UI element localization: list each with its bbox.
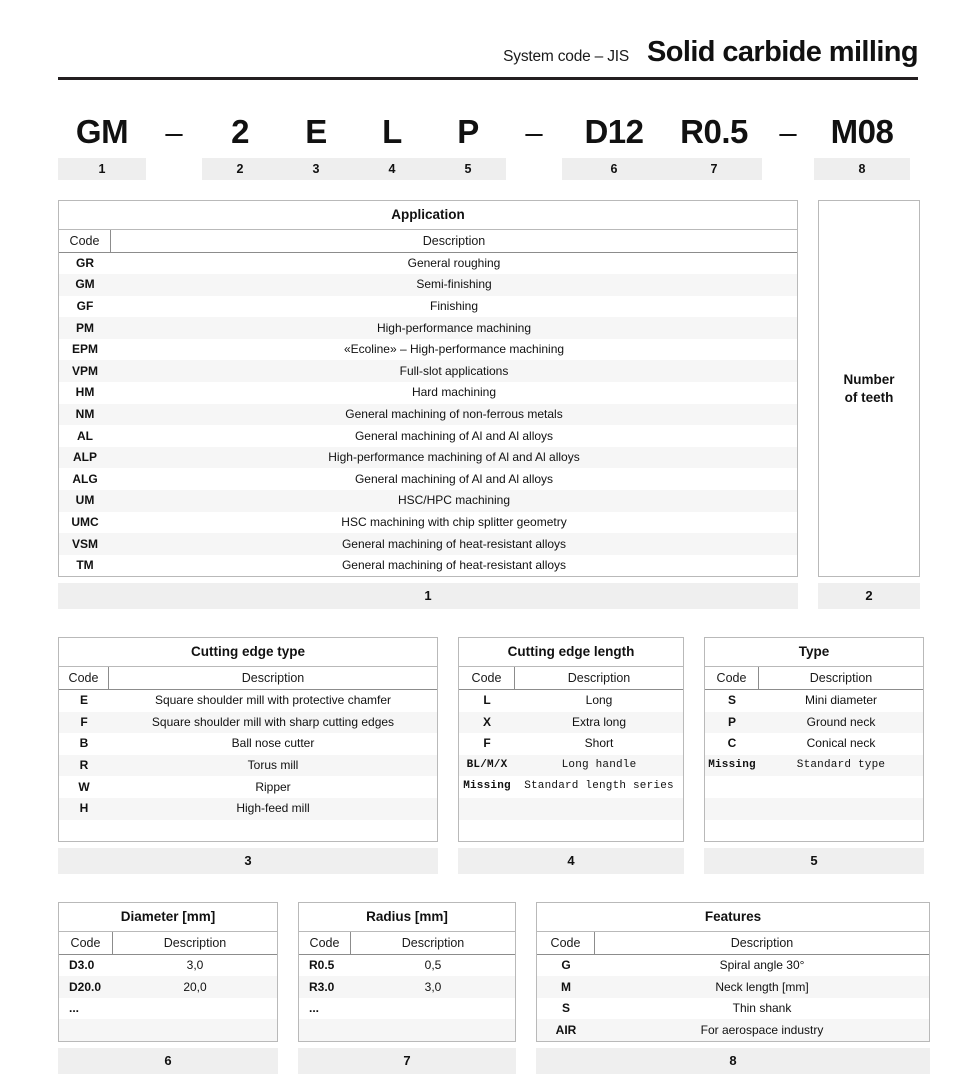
cutting-edge-type-body [59, 690, 437, 841]
row-code: D20.0 [69, 979, 102, 994]
row-description: Square shoulder mill with sharp cutting edges [151, 714, 395, 729]
cutting-edge-length-panel [458, 637, 684, 874]
table-row [459, 733, 683, 755]
row-description: 3,0 [186, 957, 204, 972]
row-code: EPM [71, 342, 98, 357]
row-code: F [483, 736, 491, 751]
row-code: E [79, 693, 88, 708]
diameter-panel [58, 902, 278, 1074]
code-segment-3: E [305, 113, 327, 150]
application-footer-index: 1 [58, 583, 798, 609]
table-row [59, 776, 437, 798]
row-description: Standard length series [524, 780, 674, 793]
row-description: Standard type [796, 758, 886, 771]
code-segment-4: L [382, 113, 402, 150]
column-header-code: Code [459, 667, 515, 689]
cutting-edge-type-title: Cutting edge type [59, 638, 437, 667]
table-row [59, 533, 797, 555]
column-header-code: Code [59, 230, 111, 252]
row-code: B [79, 736, 89, 751]
row-code: ALG [72, 471, 98, 486]
code-index-6: 6 [562, 158, 666, 180]
row-code: AIR [555, 1022, 577, 1037]
radius-header [299, 932, 515, 955]
row-code: UMC [71, 514, 99, 529]
section-edge-and-type [58, 637, 930, 874]
table-row-filler [299, 1019, 515, 1041]
radius-table [298, 902, 516, 1042]
features-table [536, 902, 930, 1042]
row-code: R [79, 758, 89, 773]
table-row [299, 976, 515, 998]
code-segment-1: GM [75, 113, 129, 150]
row-description: 0,5 [424, 957, 442, 972]
row-code: VPM [71, 363, 98, 378]
page-header [0, 0, 980, 69]
row-description: High-performance machining of Al and Al alloys [328, 450, 580, 465]
row-code: F [80, 714, 88, 729]
table-row [59, 755, 437, 777]
type-table [704, 637, 924, 842]
row-description: Torus mill [247, 758, 299, 773]
row-description: Semi-finishing [416, 277, 492, 292]
table-row [59, 339, 797, 361]
application-panel [58, 200, 798, 609]
application-table-header [59, 230, 797, 253]
row-code: X [482, 714, 491, 729]
header-subtitle: System code – JIS [503, 48, 629, 65]
row-code: PM [76, 320, 94, 335]
row-code: NM [75, 406, 95, 421]
column-header-description: Description [809, 670, 873, 685]
row-code: S [727, 693, 736, 708]
row-code: S [561, 1001, 570, 1016]
row-description: General machining of Al and Al alloys [354, 428, 554, 443]
table-row [459, 690, 683, 712]
number-of-teeth-footer-index: 2 [818, 583, 920, 609]
row-code: BL/M/X [466, 758, 508, 771]
radius-title: Radius [mm] [299, 903, 515, 932]
table-row [537, 1019, 929, 1041]
table-row [59, 512, 797, 534]
column-header-code: Code [705, 667, 759, 689]
table-row [299, 998, 515, 1020]
row-code: GF [76, 299, 94, 313]
table-row [59, 555, 797, 577]
column-header-code: Code [537, 932, 595, 954]
row-description: Square shoulder mill with protective chamfer [154, 693, 392, 708]
code-segment-2: 2 [231, 113, 249, 150]
row-code: ... [69, 1001, 80, 1016]
table-row [59, 955, 277, 977]
radius-footer-index: 7 [298, 1048, 516, 1074]
row-description [351, 1007, 515, 1011]
table-row [705, 755, 923, 777]
column-header-code: Code [59, 932, 113, 954]
table-row-filler [59, 1019, 277, 1041]
code-segment-5: P [457, 113, 479, 150]
number-of-teeth-panel [818, 200, 920, 609]
row-description: High-performance machining [376, 320, 532, 335]
row-code: R3.0 [309, 979, 335, 994]
row-description: General machining of Al and Al alloys [354, 471, 554, 486]
table-row [59, 425, 797, 447]
code-segment-8: M08 [830, 113, 894, 150]
features-body [537, 955, 929, 1041]
row-description: «Ecoline» – High-performance machining [343, 342, 565, 357]
row-description: Ground neck [806, 714, 876, 729]
system-code-index-row [58, 158, 930, 180]
code-separator-1: – [165, 115, 183, 150]
table-row [537, 976, 929, 998]
system-code-strip [0, 102, 980, 180]
row-description: Full-slot applications [399, 363, 509, 378]
row-description: For aerospace industry [700, 1022, 824, 1037]
row-code: GM [75, 277, 95, 292]
number-of-teeth-label-line1: Number [843, 372, 895, 388]
type-header [705, 667, 923, 690]
section-application [58, 200, 930, 609]
table-row [459, 755, 683, 777]
code-index-gap-1 [146, 158, 202, 180]
row-description: General machining of non-ferrous metals [345, 406, 563, 421]
row-description: HSC/HPC machining [397, 493, 511, 508]
row-description: Ripper [255, 779, 291, 794]
row-code: W [78, 779, 90, 794]
row-code: ... [309, 1001, 320, 1016]
column-header-description: Description [730, 935, 794, 950]
cutting-edge-type-header [59, 667, 437, 690]
code-index-5: 5 [430, 158, 506, 180]
code-index-3: 3 [278, 158, 354, 180]
table-row [459, 776, 683, 798]
row-code: TM [76, 558, 94, 573]
table-row [459, 712, 683, 734]
row-code: P [727, 714, 736, 729]
column-header-description: Description [163, 935, 227, 950]
cutting-edge-type-footer-index: 3 [58, 848, 438, 874]
row-code: M [561, 979, 571, 994]
row-code: ALP [73, 450, 97, 465]
section-dimensions-and-features [58, 902, 930, 1074]
row-description: Mini diameter [804, 693, 878, 708]
table-row [299, 955, 515, 977]
column-header-description: Description [567, 670, 631, 685]
features-title: Features [537, 903, 929, 932]
table-row [59, 360, 797, 382]
page-title: Solid carbide milling [647, 36, 918, 68]
row-description: Finishing [429, 299, 479, 313]
diameter-table [58, 902, 278, 1042]
code-segment-7: R0.5 [680, 113, 748, 150]
features-header [537, 932, 929, 955]
diameter-title: Diameter [mm] [59, 903, 277, 932]
column-header-code: Code [59, 667, 109, 689]
row-code: L [483, 693, 491, 708]
type-body [705, 690, 923, 841]
table-row-filler [705, 820, 923, 842]
features-footer-index: 8 [536, 1048, 930, 1074]
code-index-gap-2 [506, 158, 562, 180]
table-row [59, 733, 437, 755]
cutting-edge-length-table [458, 637, 684, 842]
row-description: HSC machining with chip splitter geometry [341, 514, 567, 529]
row-code: HM [75, 385, 95, 400]
application-table-body [59, 253, 797, 577]
table-row-filler [459, 798, 683, 820]
row-description: General machining of heat-resistant alloys [341, 536, 567, 551]
table-row [59, 712, 437, 734]
code-index-7: 7 [666, 158, 762, 180]
code-index-8: 8 [814, 158, 910, 180]
column-header-description: Description [241, 670, 305, 685]
table-row [537, 955, 929, 977]
system-code-row [58, 102, 930, 148]
code-index-4: 4 [354, 158, 430, 180]
cutting-edge-type-panel [58, 637, 438, 874]
table-row [59, 690, 437, 712]
cutting-edge-length-title: Cutting edge length [459, 638, 683, 667]
code-index-2: 2 [202, 158, 278, 180]
table-row [59, 468, 797, 490]
row-description: 3,0 [424, 979, 442, 994]
row-description: Extra long [571, 714, 627, 729]
code-segment-6: D12 [584, 113, 644, 150]
row-description: Short [584, 736, 614, 751]
row-code: Missing [463, 780, 511, 793]
row-description: Long handle [561, 758, 637, 771]
diameter-header [59, 932, 277, 955]
type-footer-index: 5 [704, 848, 924, 874]
code-separator-3: – [779, 115, 797, 150]
table-row [59, 296, 797, 318]
cutting-edge-length-header [459, 667, 683, 690]
diameter-footer-index: 6 [58, 1048, 278, 1074]
table-row [59, 976, 277, 998]
diameter-body [59, 955, 277, 1041]
row-description: Conical neck [806, 736, 876, 751]
table-row [59, 998, 277, 1020]
code-index-gap-3 [762, 158, 814, 180]
radius-panel [298, 902, 516, 1074]
row-code: Missing [708, 758, 756, 771]
table-row [59, 253, 797, 275]
row-description: Hard machining [411, 385, 497, 400]
table-row [59, 490, 797, 512]
row-description: Long [585, 693, 613, 708]
table-row [59, 798, 437, 820]
row-description: Neck length [mm] [715, 979, 809, 994]
row-description [113, 1007, 277, 1011]
radius-body [299, 955, 515, 1041]
row-description: High-feed mill [236, 801, 310, 816]
row-code: GR [76, 255, 94, 270]
table-row-filler [459, 820, 683, 842]
table-row [705, 712, 923, 734]
table-row [59, 274, 797, 296]
table-row-filler [705, 798, 923, 820]
column-header-description: Description [422, 233, 486, 248]
table-row [59, 382, 797, 404]
table-row [59, 447, 797, 469]
row-code: VSM [71, 536, 98, 551]
row-code: R0.5 [309, 957, 335, 972]
type-title: Type [705, 638, 923, 667]
row-code: C [727, 736, 737, 751]
cutting-edge-length-body [459, 690, 683, 841]
table-row-filler [705, 776, 923, 798]
row-code: H [79, 801, 89, 816]
row-code: UM [75, 493, 95, 508]
application-table [58, 200, 798, 577]
row-description: Thin shank [732, 1001, 792, 1016]
application-table-title: Application [59, 201, 797, 230]
row-description: General machining of heat-resistant alloys [341, 558, 567, 573]
cutting-edge-type-table [58, 637, 438, 842]
type-panel [704, 637, 924, 874]
row-description: Ball nose cutter [231, 736, 315, 751]
header-divider [58, 77, 918, 80]
row-description: Spiral angle 30° [719, 957, 805, 972]
row-description: General roughing [407, 255, 501, 270]
row-code: G [561, 957, 571, 972]
row-code: AL [77, 428, 93, 443]
table-row [705, 690, 923, 712]
table-row [59, 317, 797, 339]
number-of-teeth-label-line2: of teeth [844, 389, 894, 405]
table-row [537, 998, 929, 1020]
code-index-1: 1 [58, 158, 146, 180]
cutting-edge-length-footer-index: 4 [458, 848, 684, 874]
code-separator-2: – [525, 115, 543, 150]
column-header-code: Code [299, 932, 351, 954]
table-row [705, 733, 923, 755]
number-of-teeth-box [818, 200, 920, 577]
features-panel [536, 902, 930, 1074]
row-description: 20,0 [183, 979, 207, 994]
table-row [59, 404, 797, 426]
column-header-description: Description [401, 935, 465, 950]
row-code: D3.0 [69, 957, 95, 972]
